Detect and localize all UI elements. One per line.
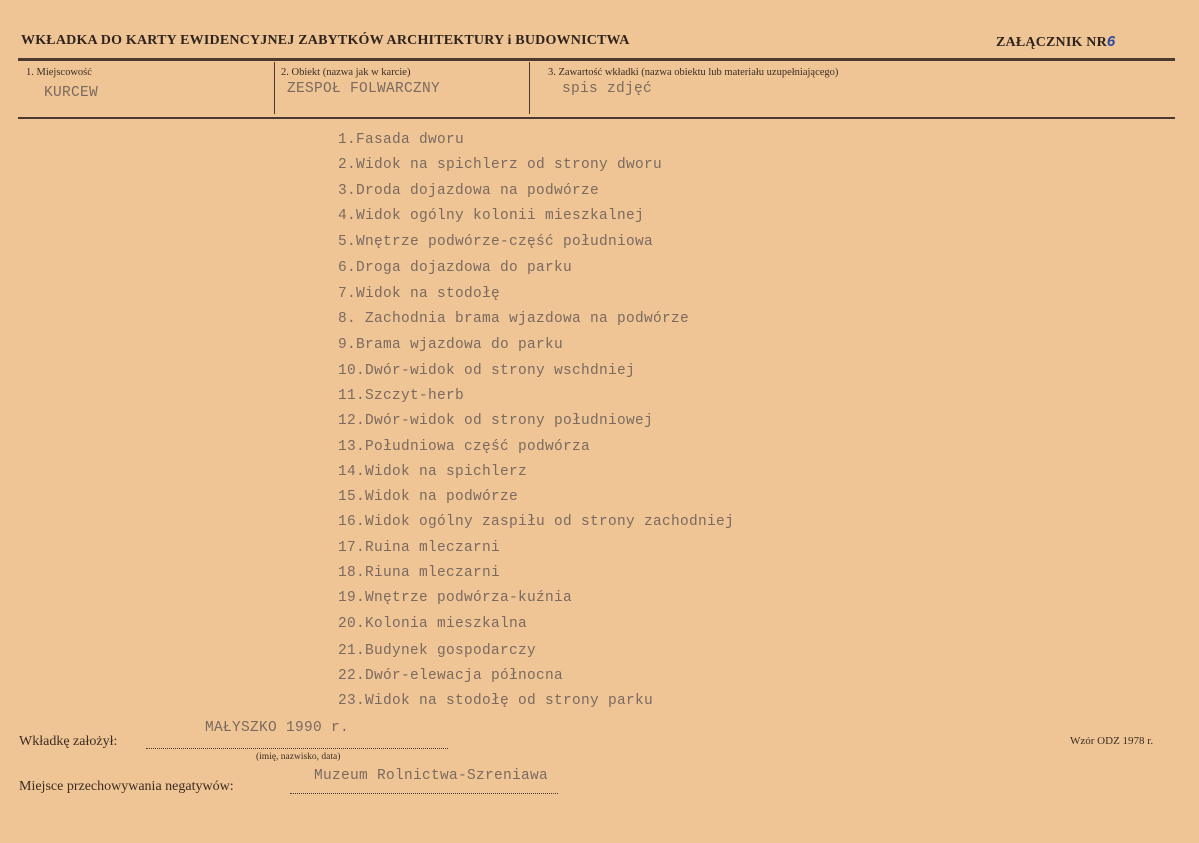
list-item: 20.Kolonia mieszkalna <box>338 616 528 632</box>
list-item: 11.Szczyt-herb <box>338 388 465 404</box>
header-rule <box>18 58 1175 61</box>
list-item: 21.Budynek gospodarczy <box>338 643 537 659</box>
list-item: 2.Widok na spichlerz od strony dworu <box>338 157 663 173</box>
storage-label: Miejsce przechowywania negatywów: <box>19 779 234 794</box>
object-label: 2. Obiekt (nazwa jak w karcie) <box>281 67 411 78</box>
form-model: Wzór ODZ 1978 r. <box>1070 735 1154 747</box>
list-item: 17.Ruina mleczarni <box>338 540 501 556</box>
list-item: 3.Droda dojazdowa na podwórze <box>338 183 600 199</box>
list-item: 10.Dwór-widok od strony wschdniej <box>338 363 636 379</box>
created-by-line <box>146 748 448 749</box>
annex-label <box>996 33 1115 51</box>
list-item: 6.Droga dojazdowa do parku <box>338 260 573 276</box>
list-item: 22.Dwór-elewacja północna <box>338 668 564 684</box>
list-item: 16.Widok ogólny zaspiłu od strony zachodniej <box>338 514 735 530</box>
list-item: 18.Riuna mleczarni <box>338 565 501 581</box>
list-item: 19.Wnętrze podwórza-kuźnia <box>338 590 573 606</box>
field-divider <box>274 62 275 114</box>
content-label: 3. Zawartość wkładki (nazwa obiektu lub materiału uzupełniającego) <box>548 67 839 78</box>
fields-rule <box>18 117 1175 119</box>
annex-number: 6 <box>1106 33 1116 50</box>
list-item: 1.Fasada dworu <box>338 132 465 148</box>
field-divider <box>529 62 530 114</box>
created-by-value: MAŁYSZKO 1990 r. <box>205 720 350 736</box>
list-item: 15.Widok na podwórze <box>338 489 519 505</box>
content-value: spis zdjęć <box>562 81 653 97</box>
storage-line <box>290 793 558 794</box>
list-item: 12.Dwór-widok od strony południowej <box>338 413 654 429</box>
document-title: WKŁADKA DO KARTY EWIDENCYJNEJ ZABYTKÓW ARCHITEKTURY i BUDOWNICTWA <box>21 33 630 48</box>
created-by-hint: (imię, nazwisko, data) <box>256 752 341 762</box>
list-item: 14.Widok na spichlerz <box>338 464 528 480</box>
list-item: 9.Brama wjazdowa do parku <box>338 337 564 353</box>
list-item: 13.Południowa część podwórza <box>338 439 591 455</box>
annex-label-text: ZAŁĄCZNIK NR <box>996 35 1107 50</box>
storage-value: Muzeum Rolnictwa-Szreniawa <box>314 768 549 784</box>
object-value: ZESPOŁ FOLWARCZNY <box>287 81 441 97</box>
list-item: 4.Widok ogólny kolonii mieszkalnej <box>338 208 645 224</box>
created-by-label: Wkładkę założył: <box>19 734 118 749</box>
list-item: 23.Widok na stodołę od strony parku <box>338 693 654 709</box>
locality-label: 1. Miejscowość <box>26 67 92 78</box>
list-item: 7.Widok na stodołę <box>338 286 501 302</box>
list-item: 8. Zachodnia brama wjazdowa na podwórze <box>338 311 690 327</box>
list-item: 5.Wnętrze podwórze-część południowa <box>338 234 654 250</box>
locality-value: KURCEW <box>44 85 99 101</box>
